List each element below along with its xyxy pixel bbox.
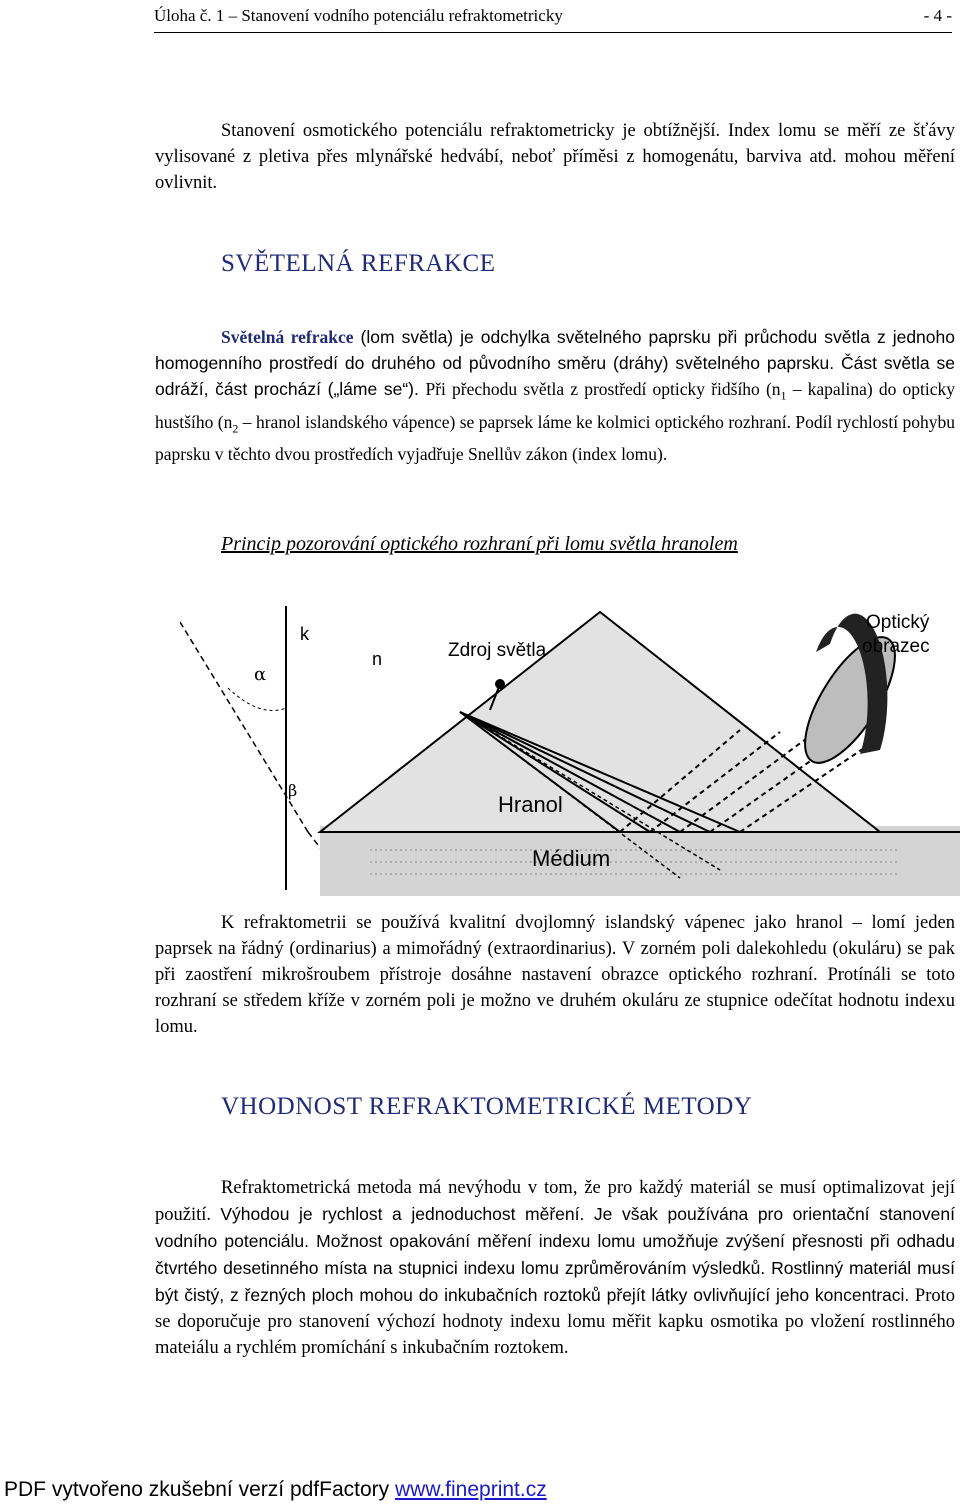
incident-ray — [180, 622, 308, 832]
refractometry-paragraph — [155, 910, 955, 1040]
diagram-caption: Princip pozorování optického rozhraní při lomu světla hranolem — [221, 533, 738, 555]
suitability-text-1: Refraktometrická metoda má nevýhodu v tom, že pro každý materiál se musí optimalizovat její použití. — [155, 1178, 955, 1225]
refraction-paragraph — [155, 324, 955, 467]
refraction-text-2: Při přechodu světla z prostředí opticky řidšího (n — [425, 379, 781, 399]
suitability-paragraph — [155, 1175, 955, 1361]
prism-label: Hranol — [498, 792, 563, 817]
refraction-text-1: (lom světla) je odchylka světelného paprsku při průchodu světla z jednoho homogenního prostředí do druhého od původního směru (dráhy) světelného paprsku. Část světla se odráží, část prochází („láme se“). — [155, 327, 955, 399]
footer-text: PDF vytvořeno zkušební verzí pdfFactory — [4, 1478, 395, 1501]
k-label: k — [300, 624, 309, 644]
suitability-text-3: Proto se doporučuje pro stanovení výchozí hodnoty indexu lomu měřit kapku osmotika po vložení rostlinného mateiálu a rychlém promíchání s inkubačním roztokem. — [155, 1286, 956, 1358]
medium-label: Médium — [532, 846, 611, 871]
section-heading-refraction: SVĚTELNÁ REFRAKCE — [221, 250, 496, 277]
intro-paragraph — [155, 118, 955, 196]
optical-label-1: Optický — [866, 612, 930, 633]
refraction-text-3: – kapalina) do opticky hustšího (n — [155, 379, 955, 432]
prism-shape — [320, 612, 880, 832]
page-header — [154, 4, 952, 33]
refractometry-text: K refraktometrii se používá kvalitní dvojlomný islandský vápenec jako hranol – lomí jeden paprsek na řádný (ordinarius) a mimořádný (extraordinarius). V zorném poli dalekohledu (okuláru) se pak při zaostření mikrošroubem přístroje dosáhne nastavení obrazce optického rozhraní. Protínáli se toto rozhraní se středem kříže v zorném poli je možno ve druhém okuláru ze stupnice odečítat hodnotu indexu lomu. — [155, 913, 955, 1037]
header-title: Úloha č. 1 – Stanovení vodního potenciálu refraktometricky — [154, 6, 563, 25]
beta-label: β — [288, 781, 298, 800]
light-source-label: Zdroj světla — [448, 640, 547, 661]
n1-label: n — [372, 649, 383, 669]
alpha-arc — [228, 688, 286, 711]
prism-scene — [320, 612, 960, 896]
refraction-diagram — [180, 600, 960, 900]
refraction-sub-1: 1 — [780, 388, 787, 403]
alpha-label: α — [254, 664, 267, 685]
footer-link[interactable]: www.fineprint.cz — [394, 1478, 547, 1501]
medium-area — [320, 826, 960, 896]
refraction-sub-2: 2 — [232, 421, 239, 435]
suitability-text-2: Výhodou je rychlost a jednoduchost měření. Je však používána pro orientační stanovení vodního potenciálu. Možnost opakování měření indexu lomu umožňuje zvýšení přesnosti při odhadu čtvrtého desetinného místa na stupnici indexu lomu zprůměrováním výsledků. Rostlinný materiál musí být čistý, z řezných ploch mohou do inkubačních roztoků přejít látky ovlivňující jeho koncentraci. — [155, 1204, 955, 1305]
section-heading-suitability: VHODNOST REFRAKTOMETRICKÉ METODY — [221, 1093, 753, 1120]
refraction-text-4: – hranol islandského vápence) se paprsek láme ke kolmici optického rozhraní. Podíl rychlostí pohybu paprsku v těchto dvou prostředích vyjadřuje Snellův zákon (index lomu). — [155, 411, 955, 464]
optical-label-2: obrazec — [862, 636, 930, 657]
page-number: - 4 - — [923, 6, 952, 25]
refraction-term: Světelná refrakce — [221, 327, 354, 347]
pdf-footer — [4, 1478, 547, 1502]
intro-text: Stanovení osmotického potenciálu refraktometricky je obtížnější. Index lomu se měří ze šťávy vylisované z pletiva přes mlynářské hedvábí, neboť příměsi z homogenátu, barviva atd. mohou měření ovlivnit. — [155, 121, 955, 193]
